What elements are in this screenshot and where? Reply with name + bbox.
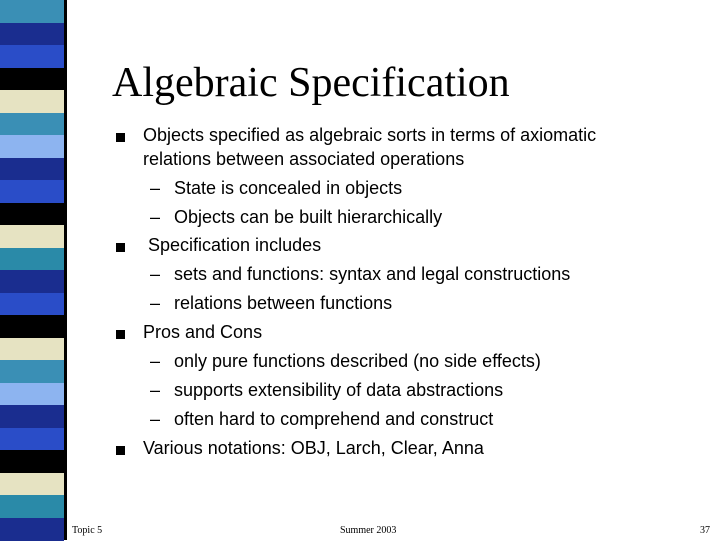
sub-item-text: sets and functions: syntax and legal constructions <box>174 264 571 284</box>
bullet-text: relations between associated operations <box>143 149 465 169</box>
square-bullet-icon <box>116 133 125 142</box>
bullet-item <box>0 321 720 350</box>
sub-item-text: only pure functions described (no side effects) <box>174 351 541 371</box>
stripe-block <box>0 473 64 496</box>
square-bullet-icon <box>116 446 125 455</box>
sub-item <box>0 206 720 235</box>
sub-item <box>0 350 720 379</box>
stripe-block <box>0 495 64 518</box>
square-bullet-icon <box>116 243 125 252</box>
bullet-item <box>0 234 720 263</box>
sub-item <box>0 263 720 292</box>
footer-page-number: 37 <box>700 525 710 536</box>
stripe-block <box>0 518 64 541</box>
footer-topic: Topic 5 <box>72 525 103 536</box>
square-bullet-icon <box>116 330 125 339</box>
sub-item <box>0 379 720 408</box>
bullet-text: Specification includes <box>148 235 322 255</box>
dash-marker: – <box>150 380 161 400</box>
sub-item <box>0 292 720 321</box>
stripe-block <box>0 68 64 91</box>
bullet-text: Pros and Cons <box>143 322 263 342</box>
bullet-item <box>0 437 720 466</box>
footer-date: Summer 2003 <box>340 525 397 536</box>
dash-marker: – <box>150 207 161 227</box>
stripe-block <box>0 0 64 23</box>
stripe-block <box>0 45 64 68</box>
bullet-text: Objects specified as algebraic sorts in terms of axiomatic <box>143 125 597 145</box>
sub-item-text: supports extensibility of data abstractions <box>174 380 504 400</box>
dash-marker: – <box>150 264 161 284</box>
dash-marker: – <box>150 293 161 313</box>
sub-item <box>0 177 720 206</box>
sub-item-text: State is concealed in objects <box>174 178 403 198</box>
sub-item-text: often hard to comprehend and construct <box>174 409 494 429</box>
sub-item-text: relations between functions <box>174 293 393 313</box>
stripe-block <box>0 90 64 113</box>
dash-marker: – <box>150 178 161 198</box>
sub-item <box>0 408 720 437</box>
slide-title: Algebraic Specification <box>112 60 510 106</box>
bullet-continuation <box>0 148 720 177</box>
bullet-text: Various notations: OBJ, Larch, Clear, Anna <box>143 438 484 458</box>
sub-item-text: Objects can be built hierarchically <box>174 207 443 227</box>
dash-marker: – <box>150 351 161 371</box>
dash-marker: – <box>150 409 161 429</box>
stripe-block <box>0 23 64 46</box>
